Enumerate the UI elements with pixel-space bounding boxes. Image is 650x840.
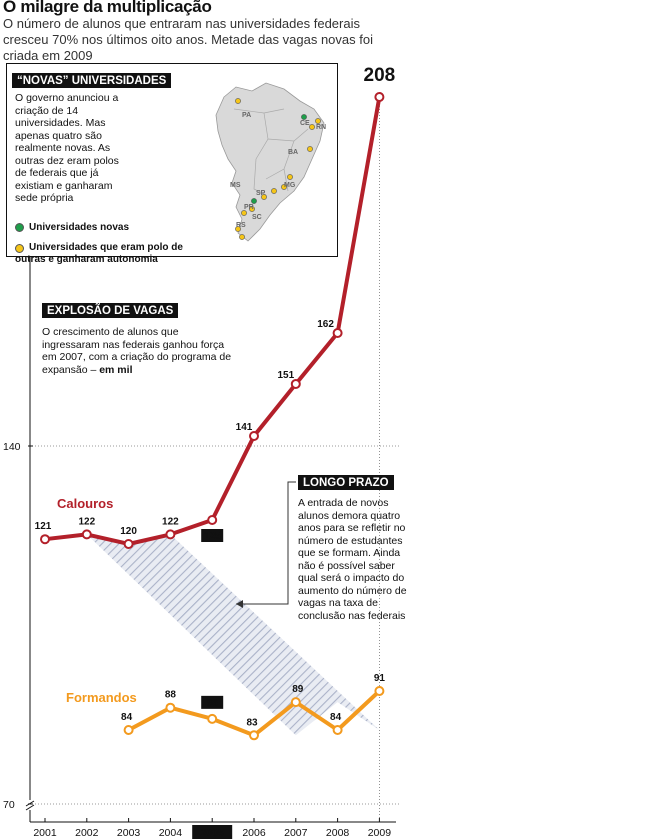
data-point	[375, 687, 383, 695]
data-label: 162	[317, 319, 334, 330]
brazil-map	[214, 79, 334, 249]
data-point	[125, 726, 133, 734]
data-label: 84	[330, 712, 342, 723]
data-point	[41, 535, 49, 543]
state-label: SP	[256, 190, 266, 197]
data-point	[208, 516, 216, 524]
data-point	[125, 540, 133, 548]
data-point	[250, 731, 258, 739]
x-tick-label: 2001	[33, 827, 57, 839]
x-tick-label: 2009	[367, 827, 392, 839]
x-tick-label: 2008	[325, 827, 350, 839]
axis-break-icon	[26, 801, 34, 810]
state-label: PR	[244, 204, 254, 211]
old-university-dot	[287, 174, 292, 179]
legend-old-label: Universidades que eram polo de outras e ganharam autonomia	[15, 242, 183, 265]
x-tick-label: 2006	[242, 827, 266, 839]
data-label: 86	[206, 697, 218, 709]
old-university-dot	[235, 98, 240, 103]
data-label: 91	[373, 673, 385, 684]
state-label: MG	[284, 182, 296, 189]
data-point	[334, 726, 342, 734]
explosion-text-bold: em mil	[99, 363, 133, 376]
new-university-dot	[301, 114, 306, 119]
data-label: 88	[164, 689, 176, 701]
page-title: O milagre da multiplicação	[3, 0, 212, 16]
explosion-heading: EXPLOSÃO DE VAGAS	[42, 303, 178, 318]
data-label: 121	[34, 521, 52, 533]
data-point	[166, 530, 174, 538]
x-tick-label: 2005	[200, 827, 224, 839]
longo-prazo-text: A entrada de novos alunos demora quatro anos para se refletir no número de estudantes que se formam. Ainda não é possível saber qual será o impacto do aumento do número de vagas na taxa de conclusão nas federais	[298, 497, 407, 622]
legend-old	[15, 242, 205, 266]
x-tick-label: 2002	[75, 827, 99, 839]
series-name-formandos: Formandos	[66, 690, 137, 705]
data-point	[292, 698, 300, 706]
x-tick-label: 2007	[284, 827, 308, 839]
data-point	[292, 380, 300, 388]
map-box-heading: “NOVAS” UNIVERSIDADES	[12, 73, 171, 88]
x-tick-label: 2004	[158, 827, 183, 839]
old-university-dot	[271, 188, 276, 193]
data-point	[334, 329, 342, 337]
old-university-dot	[239, 234, 244, 239]
explosion-box	[42, 301, 237, 376]
longo-prazo-heading: LONGO PRAZO	[298, 475, 394, 490]
map-box-text: O governo anunciou a criação de 14 universidades. Mas apenas quatro são realmente novas. As outras dez eram polos de federais que já existiam e ganharam sede própria	[15, 92, 119, 204]
green-dot-icon	[15, 223, 24, 232]
state-label: MS	[230, 182, 241, 189]
callout-line	[236, 482, 296, 604]
state-label: BA	[288, 149, 299, 156]
data-label: 151	[277, 370, 295, 381]
data-label: 122	[78, 516, 96, 528]
brazil-shape	[216, 83, 327, 241]
x-tick-label: 2003	[116, 827, 141, 839]
longo-prazo-box	[298, 473, 410, 622]
state-label: CE	[300, 120, 310, 127]
series-name-calouros: Calouros	[57, 496, 114, 511]
data-label: 208	[363, 65, 396, 86]
y-tick-label: 140	[3, 441, 21, 453]
data-label: 120	[120, 526, 137, 537]
new-university-dot	[251, 198, 256, 203]
old-university-dot	[307, 146, 312, 151]
old-university-dot	[241, 210, 246, 215]
explosion-text	[42, 326, 237, 376]
data-label: 122	[162, 516, 179, 528]
old-university-dot	[315, 118, 320, 123]
data-label: 84	[121, 712, 133, 723]
explosion-text-main: O crescimento de alunos que ingressaram nas federais ganhou força em 2007, com a criação do programa de expansão –	[42, 326, 232, 376]
page-subtitle: O número de alunos que entraram nas universidades federais cresceu 70% nos últimos oito anos. Metade das vagas novas foi criada em 2009	[3, 16, 373, 63]
state-label: RS	[236, 222, 246, 229]
state-label: RN	[316, 124, 327, 131]
data-point	[166, 704, 174, 712]
legend-new	[15, 222, 129, 234]
y-tick-label: 70	[3, 799, 15, 811]
legend-new-label: Universidades novas	[29, 222, 130, 233]
old-university-dot	[309, 124, 314, 129]
data-point	[83, 530, 91, 538]
state-label: SC	[252, 214, 262, 221]
data-label: 83	[246, 717, 258, 729]
data-point	[208, 715, 216, 723]
state-label: PA	[242, 112, 252, 119]
data-label: 141	[235, 422, 253, 433]
data-label: 125	[203, 531, 221, 542]
data-point	[375, 93, 383, 101]
data-point	[250, 432, 258, 440]
yellow-dot-icon	[15, 244, 24, 253]
data-label: 89	[292, 684, 304, 696]
